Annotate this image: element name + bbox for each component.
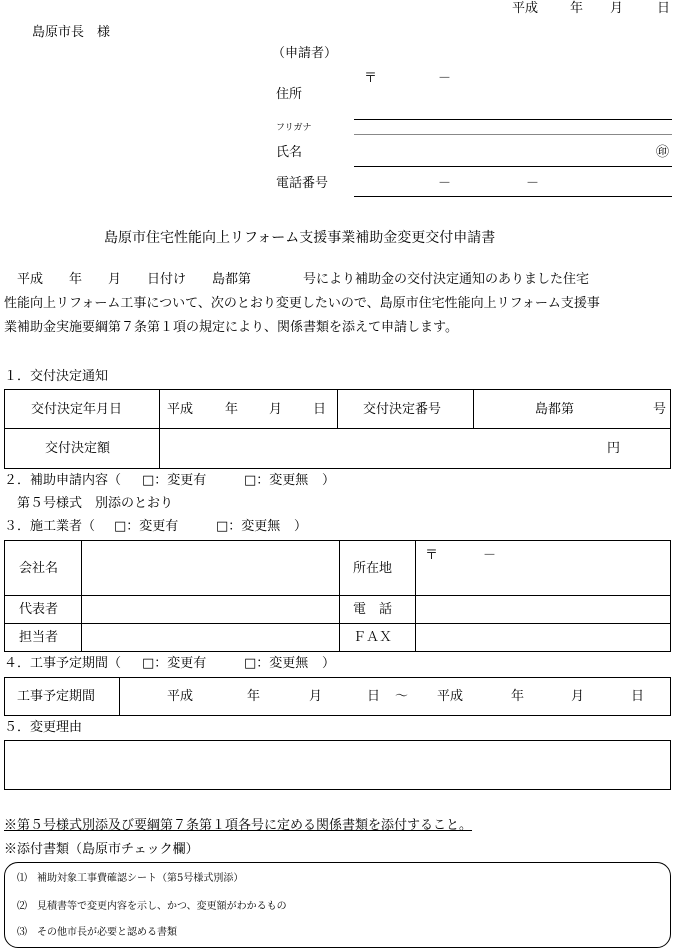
- body-line-2: 性能向上リフォーム工事について、次のとおり変更したいので、島原市住宅性能向上リフォーム支援事: [4, 296, 600, 311]
- applicant-label: （申請者）: [272, 46, 338, 61]
- decision-number-suffix: 号: [653, 402, 667, 417]
- body-line-3: 業補助金実施要綱第７条第１項の規定により、関係書類を添えて申請します。: [4, 320, 458, 335]
- period-tilde: ～: [395, 689, 409, 704]
- section2-heading: ２．補助申請内容（: [4, 473, 122, 488]
- decision-date-era: 平成: [167, 402, 194, 417]
- end-era: 平成: [437, 689, 464, 704]
- section1-heading: １．交付決定通知: [4, 369, 109, 384]
- furigana-label: フリガナ: [276, 123, 312, 133]
- furigana-line: [354, 134, 672, 135]
- section3-table: [4, 540, 671, 652]
- start-year: 年: [247, 689, 261, 704]
- company-phone-label: 電 話: [353, 602, 393, 617]
- date-year: 年: [570, 1, 584, 16]
- decision-date-month: 月: [269, 402, 283, 417]
- section2-close: ）: [322, 473, 336, 488]
- phone-line: [354, 196, 672, 197]
- attach-doc-3: ⑶ その他市長が必要と認める書類: [17, 927, 177, 938]
- period-label: 工事予定期間: [17, 689, 96, 704]
- end-month: 月: [571, 689, 585, 704]
- body-line-1: 平成 年 月 日付け 島都第 号により補助金の交付決定通知のありました住宅: [4, 272, 590, 287]
- date-month: 月: [610, 1, 624, 16]
- location-label: 所在地: [353, 561, 393, 576]
- section4-opt-changed[interactable]: □：変更有: [142, 656, 207, 671]
- attach-docs-box: [4, 862, 671, 948]
- section2-note: 第５号様式 別添のとおり: [4, 496, 174, 511]
- section3-close: ）: [294, 519, 308, 534]
- section4-close: ）: [322, 656, 336, 671]
- company-postal-dash: －: [483, 548, 497, 563]
- name-label: 氏名: [276, 145, 303, 160]
- amount-unit: 円: [607, 441, 621, 456]
- amount-label: 交付決定額: [45, 441, 111, 456]
- section4-table: [4, 677, 671, 716]
- body-paragraph: [4, 268, 672, 340]
- attach-docs-heading: ※添付書類（島原市チェック欄）: [4, 842, 199, 857]
- phone-dash-2: －: [526, 176, 540, 191]
- name-line: [354, 166, 672, 167]
- attach-doc-2: ⑵ 見積書等で変更内容を示し、かつ、変更額がわかるもの: [17, 901, 287, 912]
- section3-heading: ３．施工業者（: [4, 519, 96, 534]
- section5-heading: ５．変更理由: [4, 720, 83, 735]
- section2-opt-unchanged[interactable]: □：変更無: [244, 473, 309, 488]
- company-label: 会社名: [19, 561, 59, 576]
- end-year: 年: [511, 689, 525, 704]
- start-day: 日: [367, 689, 381, 704]
- document-title: 島原市住宅性能向上リフォーム支援事業補助金変更交付申請書: [104, 230, 496, 246]
- phone-dash-1: －: [438, 176, 452, 191]
- section3-opt-changed[interactable]: □：変更有: [114, 519, 179, 534]
- postal-mark: 〒: [364, 71, 378, 86]
- fax-label: ＦＡＸ: [353, 630, 393, 645]
- start-month: 月: [309, 689, 323, 704]
- address-line: [354, 119, 672, 120]
- start-era: 平成: [167, 689, 194, 704]
- attach-doc-1: ⑴ 補助対象工事費確認シート（第5号様式別添）: [17, 873, 244, 884]
- rep-label: 代表者: [19, 602, 59, 617]
- section3-opt-unchanged[interactable]: □：変更無: [216, 519, 281, 534]
- decision-number-label: 交付決定番号: [363, 402, 442, 417]
- address-label: 住所: [276, 87, 303, 102]
- phone-label: 電話番号: [276, 176, 329, 191]
- seal-mark: ㊞: [656, 145, 670, 160]
- date-era: 平成: [512, 1, 539, 16]
- date-day: 日: [657, 1, 671, 16]
- company-postal-mark: 〒: [425, 548, 439, 563]
- section1-table: [4, 389, 671, 469]
- decision-date-year: 年: [225, 402, 239, 417]
- decision-date-day: 日: [313, 402, 327, 417]
- section4-heading: ４．工事予定期間（: [4, 656, 122, 671]
- section2-opt-changed[interactable]: □：変更有: [142, 473, 207, 488]
- decision-date-label: 交付決定年月日: [31, 402, 123, 417]
- contact-label: 担当者: [19, 630, 59, 645]
- end-day: 日: [631, 689, 645, 704]
- addressee: 島原市長 様: [32, 25, 111, 40]
- postal-dash: －: [438, 71, 452, 86]
- decision-number-prefix: 島都第: [535, 402, 575, 417]
- change-reason-box[interactable]: [4, 740, 671, 790]
- section4-opt-unchanged[interactable]: □：変更無: [244, 656, 309, 671]
- attach-note: ※第５号様式別添及び要綱第７条第１項各号に定める関係書類を添付すること。: [4, 818, 473, 833]
